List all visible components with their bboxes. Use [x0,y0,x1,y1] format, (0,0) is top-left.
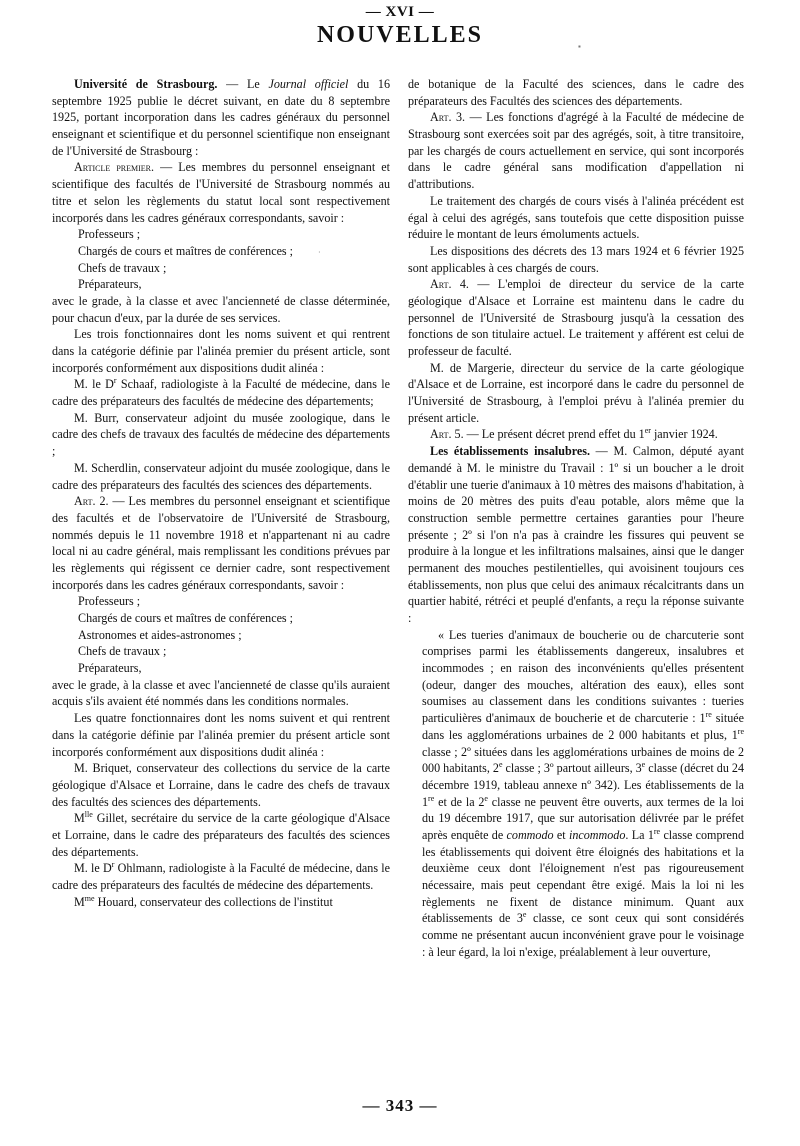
right-column [408,76,744,960]
page-number: — 343 — [362,1096,438,1115]
section-title: NOUVELLES [316,22,484,48]
ministerial-reply: « Les tueries d'animaux de boucherie ou de charcuterie sont comprises parmi les établissements dangereux, insalubres et incommodes ; en raison des inconvénients qu'elles présentent (odeur, danger des mouches, altération des eaux), elles sont soumises au classement dans les conditions suivantes : tueries particulières d'animaux de boucherie et de charcuterie : 1re située dans les agglomérations urbaines de 2 000 habitants et plus, 1re classe ; 2º situées dans les agglomérations urbaines de moins de 2 000 habitants, 2e classe ; 3º partout ailleurs, 3e classe (décret du 24 décembre 1919, tableau annexe nº 342). Les établissements de la 1re et de la 2e classe ne peuvent être ouverts, aux termes de la loi du 19 décembre 1917, que sur autorisation délivrée par le préfet après enquête de commodo et incommodo. La 1re classe comprend les établissements qui doivent être éloignés des habitations et la deuxième ceux dont l'éloignement n'est pas rigoureusement nécessaire, mais peut cependant être exigé. Mais la loi ni les règlements ne fixent de distance minimum. Quant aux établissements de 3e classe, ce sont ceux qui sont considérés comme ne présentant aucun inconvénient grave pour le voisinage : à leur égard, la loi n'exige, préalablement à leur ouverture, [422,627,745,959]
list-item: Chargés de cours et maîtres de conférences ; [78,611,294,625]
paragraph-dispositions: Les dispositions des décrets des 13 mars 1924 et 6 février 1925 sont applicables à ces chargés de cours. [408,243,744,275]
list-item: Professeurs ; [78,594,141,609]
paragraph-traitement: Le traitement des chargés de cours visés à l'alinéa précédent est égal à celui des agrégés, sans toutefois que cette disposition puisse réduire le montant de leurs émoluments actuels. [408,193,744,242]
article-4: Art. 4. — L'emploi de directeur du service de la carte géologique d'Alsace et Lorraine est maintenu dans le cadre du personnel de l'Université de Strasbourg jusqu'à la cessation des fonctions de son titulaire actuel. Le traitement y afférent est celui de professeur de faculté. [408,277,744,358]
paragraph-grade-2: avec le grade, à la classe et avec l'ancienneté de classe qu'ils auraient acquis s'ils avaient été nommés dans les conditions normales. [52,677,390,709]
print-speck: ▪ [578,42,581,51]
paragraph-burr: M. Burr, conservateur adjoint du musée zoologique, dans le cadre des chefs de travaux des facultés de médecine des départements ; [52,410,390,459]
article-label: Art. 4. [430,277,469,292]
paragraph-grade: avec le grade, à la classe et avec l'ancienneté de classe déterminée, pour chacun d'eux, par la durée de ses services. [52,293,390,325]
article-5: Art. 5. — Le présent décret prend effet du 1er janvier 1924. [430,426,718,442]
paragraph-scherdlin: M. Scherdlin, conservateur adjoint du musée zoologique, dans le cadre des préparateurs des facultés des sciences des départements. [52,460,390,492]
list-item: Astronomes et aides-astronomes ; [78,627,242,642]
page-roman-numeral: — XVI — [365,4,435,20]
list-item: Professeurs ; [78,227,141,242]
list-item: Chefs de travaux ; [78,644,167,659]
print-speck: · [318,248,321,257]
list-item: Chargés de cours et maîtres de conférences ; [78,243,294,258]
list-item: Chefs de travaux ; [78,260,167,275]
paragraph-ohlmann: M. le $D^r$ Ohlmann, radiologiste à la Faculté de médecine, dans le cadre des préparateurs des facultés de médecine des départements. [52,860,390,892]
article-premier: Article premier. — Les membres du personnel enseignant et scientifique des facultés de l'Université de Strasbourg nommés au titre et selon les règlements du statut local sont respectivement incorporés dans les cadres généraux correspondants, savoir : [52,160,391,225]
news-heading-etablissements: Les établissements insalubres. [430,444,590,459]
paragraph-briquet: M. Briquet, conservateur des collections du service de la carte géologique d'Alsace et Lorraine, dans le cadre des chefs de travaux des facultés des sciences des départements. [52,761,390,809]
paragraph-quatre-fonctionnaires: Les quatre fonctionnaires dont les noms suivent et qui rentrent dans la catégorie définie par l'alinéa premier du présent article sont incorporés conformément aux dispositions dudit alinéa : [52,711,390,759]
paragraph-margerie: M. de Margerie, directeur du service de la carte géologique d'Alsace et de Lorraine, est incorporé dans le cadre du personnel de l'Université de Strasbourg, à l'emploi prévu à l'alinéa premier du présent article. [408,360,744,425]
article-2: Art. 2. — Les membres du personnel enseignant et scientifique des facultés et de l'observatoire de l'Université de Strasbourg, nommés depuis le 11 novembre 1918 et n'appartenant ni au cadre local ni au cadre général, mais remplissant les conditions prévues par les règlements qui régissent ce dernier cadre, sont respectivement incorporés dans les cadres généraux correspondants, savoir : [52,494,391,592]
left-column [52,76,390,910]
list-item: Préparateurs, [78,277,142,292]
article-label: Art. 2. [74,494,109,509]
paragraph-universite: Université de Strasbourg. — Le Journal officiel du 16 septembre 1925 publie le décret suivant, en date du 8 septembre 1925, portant incorporation dans les cadres généraux du personnel enseignant et scientifique et du personnel scientifique non enseignant de l'Université de Strasbourg : [52,77,391,158]
article-label: Article premier. [74,160,155,175]
paragraph-houard: $M^{me}$ Houard, conservateur des collections de l'institut [74,893,333,909]
news-heading-universite: Université de Strasbourg. [74,77,218,91]
paragraph-gillet: $M^{lle}$ Gillet, secrétaire du service de la carte géologique d'Alsace et Lorraine, dans le cadre des préparateurs des facultés des sciences des départements. [52,810,390,859]
list-item: Préparateurs, [78,661,142,676]
paragraph-etablissements: Les établissements insalubres. — M. Calmon, député ayant demandé à M. le ministre du Travail : 1º si un boucher a le droit d'établir une tuerie d'animaux à 10 mètres des maisons d'habitation, à moins de 20 mètres des puits d'eau potable, alors même que la construction semble permettre certaines garanties pour l'heure présente ; 2º si l'on n'a pas à craindre les fissures qui peuvent se produire à la longue et les infiltrations malsaines, ainsi que le danger permanent des mouches pestilentielles, qui avoisinent toujours ces établissements, non plus que celui des animaux récalcitrants dans un quartier habité, rétréci et peuplé d'enfants, a reçu la réponse suivante : [408,444,745,625]
paragraph-trois-fonctionnaires: Les trois fonctionnaires dont les noms suivent et qui rentrent dans la catégorie définie par l'alinéa premier du présent article, sont incorporés conformément aux dispositions dudit alinéa : [52,327,390,375]
article-label: Art. 5. [430,427,464,442]
paragraph-schaaf: M. le $D^r$ Schaaf, radiologiste à la Faculté de médecine, dans le cadre des préparateurs des facultés de médecine des départements; [52,376,390,409]
article-3: Art. 3. — Les fonctions d'agrégé à la Faculté de médecine de Strasbourg sont exercées soit par des agrégés, soit, à titre transitoire, par les chargés de cours actuellement en service, qui sont incorporés dans le cadre général sans modification d'appellation ni d'attributions. [408,110,744,192]
article-label: Art. 3. [430,110,466,125]
paragraph-houard-continued: de botanique de la Faculté des sciences, dans le cadre des préparateurs des Facultés des sciences des départements. [408,77,744,108]
journal-officiel: Journal officiel [268,77,349,91]
